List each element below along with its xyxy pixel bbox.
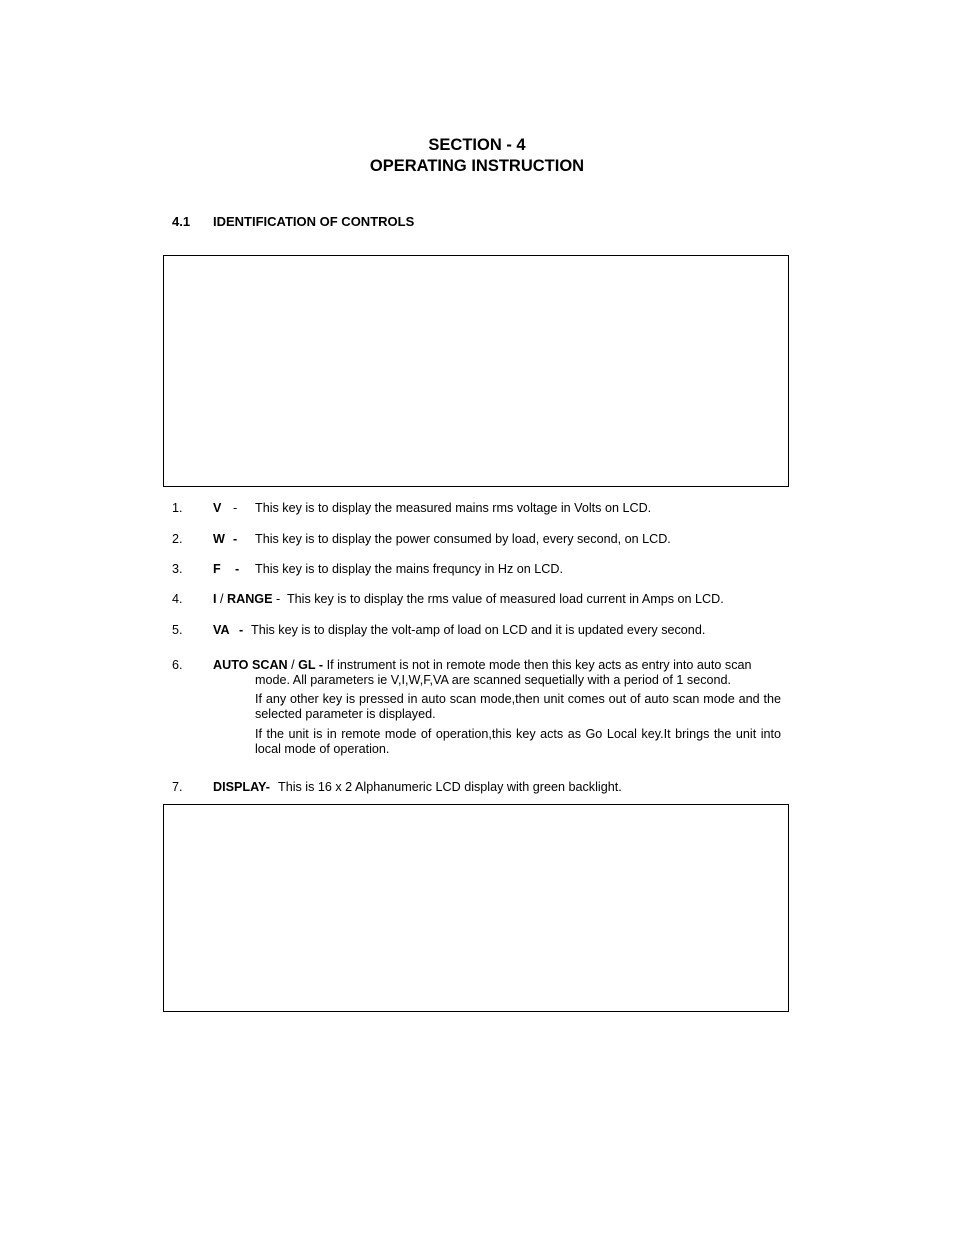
list-item-description: This key is to display the mains frequncy in Hz on LCD.: [255, 562, 563, 576]
key-label-f: F: [213, 562, 221, 576]
slash: /: [216, 592, 227, 606]
list-item-paragraph: If the unit is in remote mode of operation,this key acts as Go Local key.It brings the unit into local mode of operation.: [255, 727, 781, 756]
key-label-w: W: [213, 532, 225, 546]
slash: /: [287, 658, 299, 672]
list-item-number: 3.: [172, 562, 183, 576]
separator: -: [233, 501, 238, 515]
list-item-number: 2.: [172, 532, 183, 546]
key-label-va: VA: [213, 623, 230, 637]
list-item-description: This key is to display the rms value of measured load current in Amps on LCD.: [286, 592, 724, 606]
list-item-number: 7.: [172, 780, 183, 794]
display-image-placeholder: [163, 804, 789, 1012]
key-label-auto-scan: [213, 658, 781, 673]
section-number: SECTION - 4: [428, 136, 526, 154]
list-item-description: This is 16 x 2 Alphanumeric LCD display with green backlight.: [278, 780, 622, 794]
key-label-autoscan: AUTO SCAN: [213, 658, 288, 672]
list-item-description: This key is to display the power consumed by load, every second, on LCD.: [255, 532, 671, 546]
key-label-display: DISPLAY-: [213, 780, 270, 794]
list-item-description-cont: mode. All parameters ie V,I,W,F,VA are scanned sequetially with a period of 1 second.: [255, 673, 732, 687]
list-item-description: This key is to display the measured mains rms voltage in Volts on LCD.: [255, 501, 652, 515]
list-item-description: This key is to display the volt-amp of load on LCD and it is updated every second.: [251, 623, 706, 637]
key-label-gl: GL -: [298, 658, 324, 672]
separator: -: [235, 562, 240, 576]
page-title: OPERATING INSTRUCTION: [369, 157, 585, 175]
list-item-description: If instrument is not in remote mode then this key acts as entry into auto scan: [326, 658, 752, 672]
front-panel-image-placeholder: [163, 255, 789, 487]
list-item-number: 1.: [172, 501, 183, 515]
key-label-v: V: [213, 501, 222, 515]
key-label-i-range: [213, 592, 724, 607]
list-item-paragraph: If any other key is pressed in auto scan mode,then unit comes out of auto scan mode and the selected parameter is displayed.: [255, 692, 781, 721]
separator: -: [239, 623, 244, 637]
subsection-number: 4.1: [172, 214, 191, 229]
subsection-title: IDENTIFICATION OF CONTROLS: [213, 214, 415, 229]
key-label-i: I: [213, 592, 217, 606]
separator: -: [233, 532, 238, 546]
list-item-number: 6.: [172, 658, 183, 672]
key-label-range: RANGE: [227, 592, 273, 606]
separator: -: [272, 592, 284, 606]
list-item-number: 5.: [172, 623, 183, 637]
list-item-number: 4.: [172, 592, 183, 606]
